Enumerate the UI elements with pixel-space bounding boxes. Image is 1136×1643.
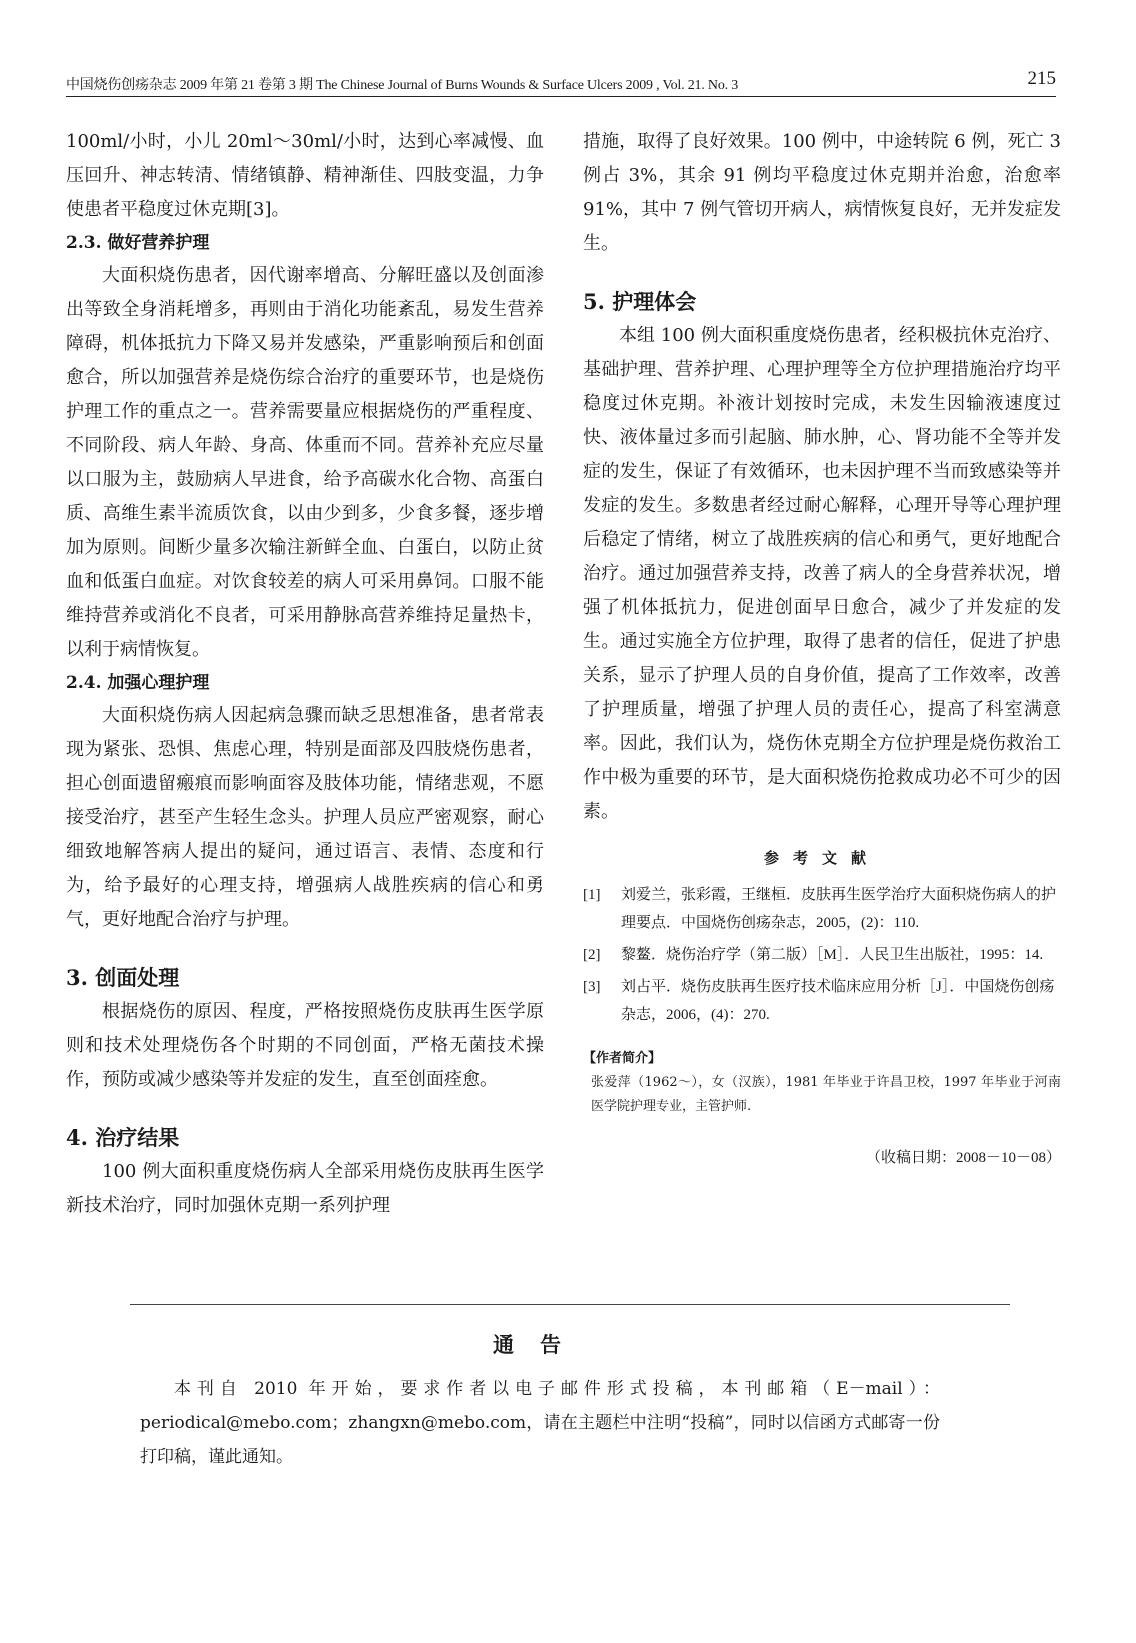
section-5-heading: 5. 护理体会 <box>583 289 697 314</box>
section-2-4-heading: 2.4. 加强心理护理 <box>66 673 210 693</box>
section-4-paragraph: 100 例大面积重度烧伤病人全部采用烧伤皮肤再生医学新技术治疗，同时加强休克期一系列护理 <box>66 1161 544 1216</box>
left-column <box>66 125 544 1223</box>
notice-box <box>140 1328 940 1474</box>
author-bio-text: 张爱萍（1962～），女（汉族），1981 年毕业于许昌卫校，1997 年毕业于河南医学院护理专业，主管护师. <box>591 1075 1061 1114</box>
reference-list <box>583 881 1061 1029</box>
section-4-heading: 4. 治疗结果 <box>66 1125 180 1150</box>
author-bio-title: 【作者简介】 <box>583 1051 662 1066</box>
reference-text: 刘爱兰，张彩霞，王继桓．皮肤再生医学治疗大面积烧伤病人的护理要点．中国烧伤创疡杂志，2005，(2)：110. <box>621 887 1057 931</box>
reference-number: [2] <box>583 947 601 963</box>
reference-number: [1] <box>583 887 601 903</box>
reference-text: 黎鳌．烧伤治疗学（第二版）［M］．人民卫生出版社，1995：14. <box>621 947 1044 963</box>
references-title: 参考文献 <box>763 849 880 867</box>
section-5-paragraph: 本组 100 例大面积重度烧伤患者，经积极抗休克治疗、基础护理、营养护理、心理护理等全方位护理措施治疗均平稳度过休克期。补液计划按时完成，未发生因输液速度过快、液体量过多而引起脑、肺水肿，心、肾功能不全等并发症的发生，保证了有效循环，也未因护理不当而致感染等并发症的发生。多数患者经过耐心解释，心理开导等心理护理后稳定了情绪，树立了战胜疾病的信心和勇气，更好地配合治疗。通过加强营养支持，改善了病人的全身营养状况，增强了机体抵抗力，促进创面早日愈合，减少了并发症的发生。通过实施全方位护理，取得了患者的信任，促进了护患关系，显示了护理人员的自身价值，提高了工作效率，改善了护理质量，增强了护理人员的责任心，提高了科室满意率。因此，我们认为，烧伤休克期全方位护理是烧伤救治工作中极为重要的环节，是大面积烧伤抢救成功必不可少的因素。 <box>583 325 1061 822</box>
section-divider <box>130 1304 1010 1305</box>
intro-paragraph: 100ml/小时，小儿 20ml～30ml/小时，达到心率减慢、血压回升、神志转清、情绪镇静、精神渐佳、四肢变温，力争使患者平稳度过休克期[3]。 <box>66 131 544 220</box>
notice-title: 通告 <box>493 1332 587 1357</box>
section-2-4-paragraph: 大面积烧伤病人因起病急骤而缺乏思想准备，患者常表现为紧张、恐惧、焦虑心理，特别是面部及四肢烧伤患者，担心创面遗留瘢痕而影响面容及肢体功能，情绪悲观，不愿接受治疗，甚至产生轻生念头。护理人员应严密观察，耐心细致地解答病人提出的疑问，通过语言、表情、态度和行为，给予最好的心理支持，增强病人战胜疾病的信心和勇气，更好地配合治疗与护理。 <box>66 705 544 930</box>
reference-item <box>583 941 1061 969</box>
section-2-3-paragraph: 大面积烧伤患者，因代谢率增高、分解旺盛以及创面渗出等致全身消耗增多，再则由于消化功能紊乱，易发生营养障碍，机体抵抗力下降又易并发感染，严重影响预后和创面愈合，所以加强营养是烧伤综合治疗的重要环节，也是烧伤护理工作的重点之一。营养需要量应根据烧伤的严重程度、不同阶段、病人年龄、身高、体重而不同。营养补充应尽量以口服为主，鼓励病人早进食，给予高碳水化合物、高蛋白质、高维生素半流质饮食，以由少到多，少食多餐，逐步增加为原则。间断少量多次输注新鲜全血、白蛋白，以防止贫血和低蛋白血症。对饮食较差的病人可采用鼻饲。口服不能维持营养或消化不良者，可采用静脉高营养维持足量热卡，以利于病情恢复。 <box>66 265 544 660</box>
reference-text: 刘占平．烧伤皮肤再生医疗技术临床应用分析［J］．中国烧伤创疡杂志，2006，(4)：270. <box>621 979 1055 1023</box>
notice-text: 本刊自 2010 年开始，要求作者以电子邮件形式投稿，本刊邮箱（E－mail）：periodical@mebo.com；zhangxn@mebo.com，请在主题栏中注明“投稿”，同时以信函方式邮寄一份打印稿，谨此通知。 <box>140 1379 940 1467</box>
reference-number: [3] <box>583 979 601 995</box>
section-3-heading: 3. 创面处理 <box>66 965 180 990</box>
running-header <box>66 70 1056 97</box>
reference-item <box>583 973 1061 1029</box>
section-3-paragraph: 根据烧伤的原因、程度，严格按照烧伤皮肤再生医学原则和技术处理烧伤各个时期的不同创面，严格无菌技术操作，预防或减少感染等并发症的发生，直至创面痊愈。 <box>66 1001 544 1090</box>
section-4-continued: 措施，取得了良好效果。100 例中，中途转院 6 例，死亡 3 例占 3%，其余 91 例均平稳度过休克期并治愈，治愈率 91%，其中 7 例气管切开病人，病情恢复良好，无并发症发生。 <box>583 131 1061 254</box>
reference-item <box>583 881 1061 937</box>
page-number: 215 <box>1027 68 1056 89</box>
right-column <box>583 125 1061 1171</box>
received-date: （收稿日期：2008－10－08） <box>865 1150 1061 1166</box>
section-2-3-heading: 2.3. 做好营养护理 <box>66 233 210 253</box>
running-title: 中国烧伤创疡杂志 2009 年第 21 卷第 3 期 The Chinese Journal of Burns Wounds & Surface Ulcers 2009 , Vol. 21. No. 3 <box>66 78 739 93</box>
